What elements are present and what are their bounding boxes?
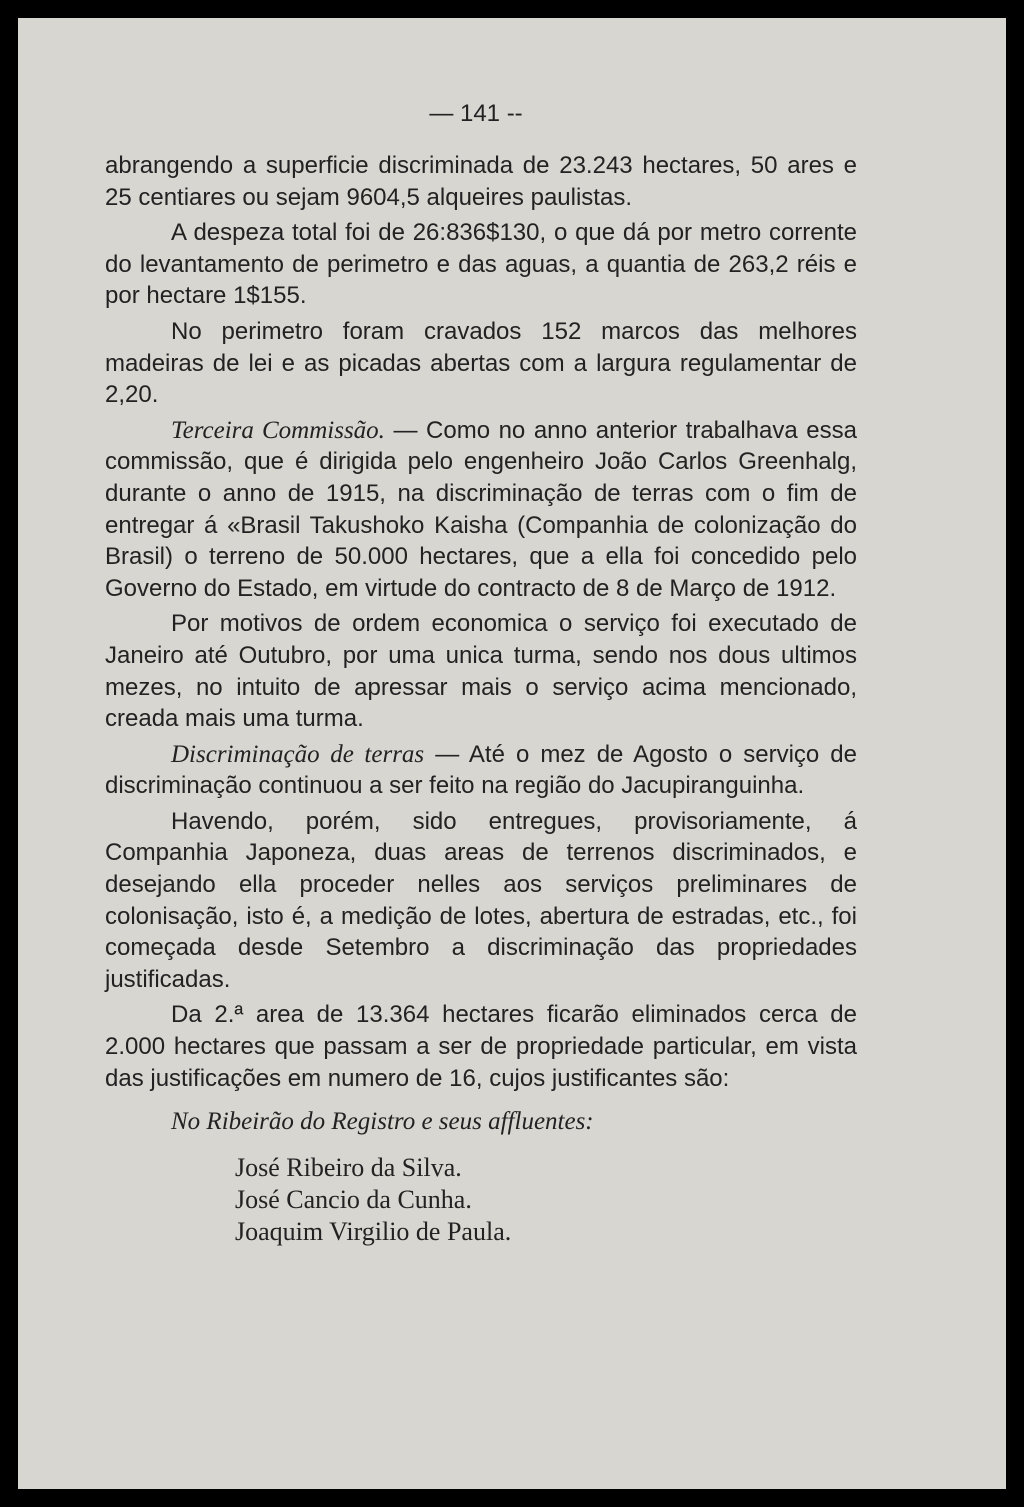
names-list — [105, 1152, 857, 1248]
page-body — [105, 150, 857, 1248]
paragraph-5: Por motivos de ordem economica o serviço foi executado de Janeiro até Outubro, por uma unica turma, sendo nos dous ultimos mezes, no intuito de apressar mais o serviço acima mencionado, creada mais uma turma. — [105, 610, 857, 733]
paragraph-4 — [105, 415, 857, 605]
document-page — [18, 18, 1006, 1489]
section-title-discriminacao: Discriminação de terras — [171, 740, 425, 768]
page-number: — 141 -- — [429, 100, 523, 127]
paragraph-3: No perimetro foram cravados 152 marcos das melhores madeiras de lei e as picadas abertas com a largura regulamentar de 2,20. — [105, 317, 857, 409]
paragraph-4-text: — Como no anno anterior trabalhava essa commissão, que é dirigida pelo engenheiro João Carlos Greenhalg, durante o anno de 1915, na discriminação de terras com o fim de entregar á «Brasil Takushoko Kaisha (Companhia de colonização do Brasil) o terreno de 50.000 hectares, que a ella foi concedido pelo Governo do Estado, em virtude do contracto de 8 de Março de 1912. — [105, 416, 857, 602]
paragraph-8: Da 2.ª area de 13.364 hectares ficarão eliminados cerca de 2.000 hectares que passam a ser de propriedade particular, em vista das justificações em numero de 16, cujos justificantes são: — [105, 1001, 857, 1092]
paragraph-1: abrangendo a superficie discriminada de 23.243 hectares, 50 ares e 25 centiares ou sejam 9604,5 alqueires paulistas. — [105, 152, 857, 211]
paragraph-6 — [105, 739, 857, 802]
name-item: José Cancio da Cunha. — [235, 1184, 472, 1214]
paragraph-2: A despeza total foi de 26:836$130, o que dá por metro corrente do levantamento de perimetro e das aguas, a quantia de 263,2 réis e por hectare 1$155. — [105, 219, 857, 310]
name-item: Joaquim Virgilio de Paula. — [235, 1216, 512, 1246]
subheading: No Ribeirão do Registro e seus affluentes: — [171, 1108, 594, 1136]
name-item: José Ribeiro da Silva. — [235, 1152, 462, 1182]
paragraph-6-text: — Até o mez de Agosto o serviço de discriminação continuou a ser feito na região do Jacupiranguinha. — [105, 740, 857, 800]
section-title-terceira-commissao: Terceira Commissão. — [171, 416, 385, 444]
paragraph-7: Havendo, porém, sido entregues, provisoriamente, á Companhia Japoneza, duas areas de terrenos discriminados, e desejando ella proceder nelles aos serviços preliminares de colonisação, isto é, a medição de lotes, abertura de estradas, etc., foi começada desde Setembro a discriminação das propriedades justificadas. — [105, 807, 857, 993]
